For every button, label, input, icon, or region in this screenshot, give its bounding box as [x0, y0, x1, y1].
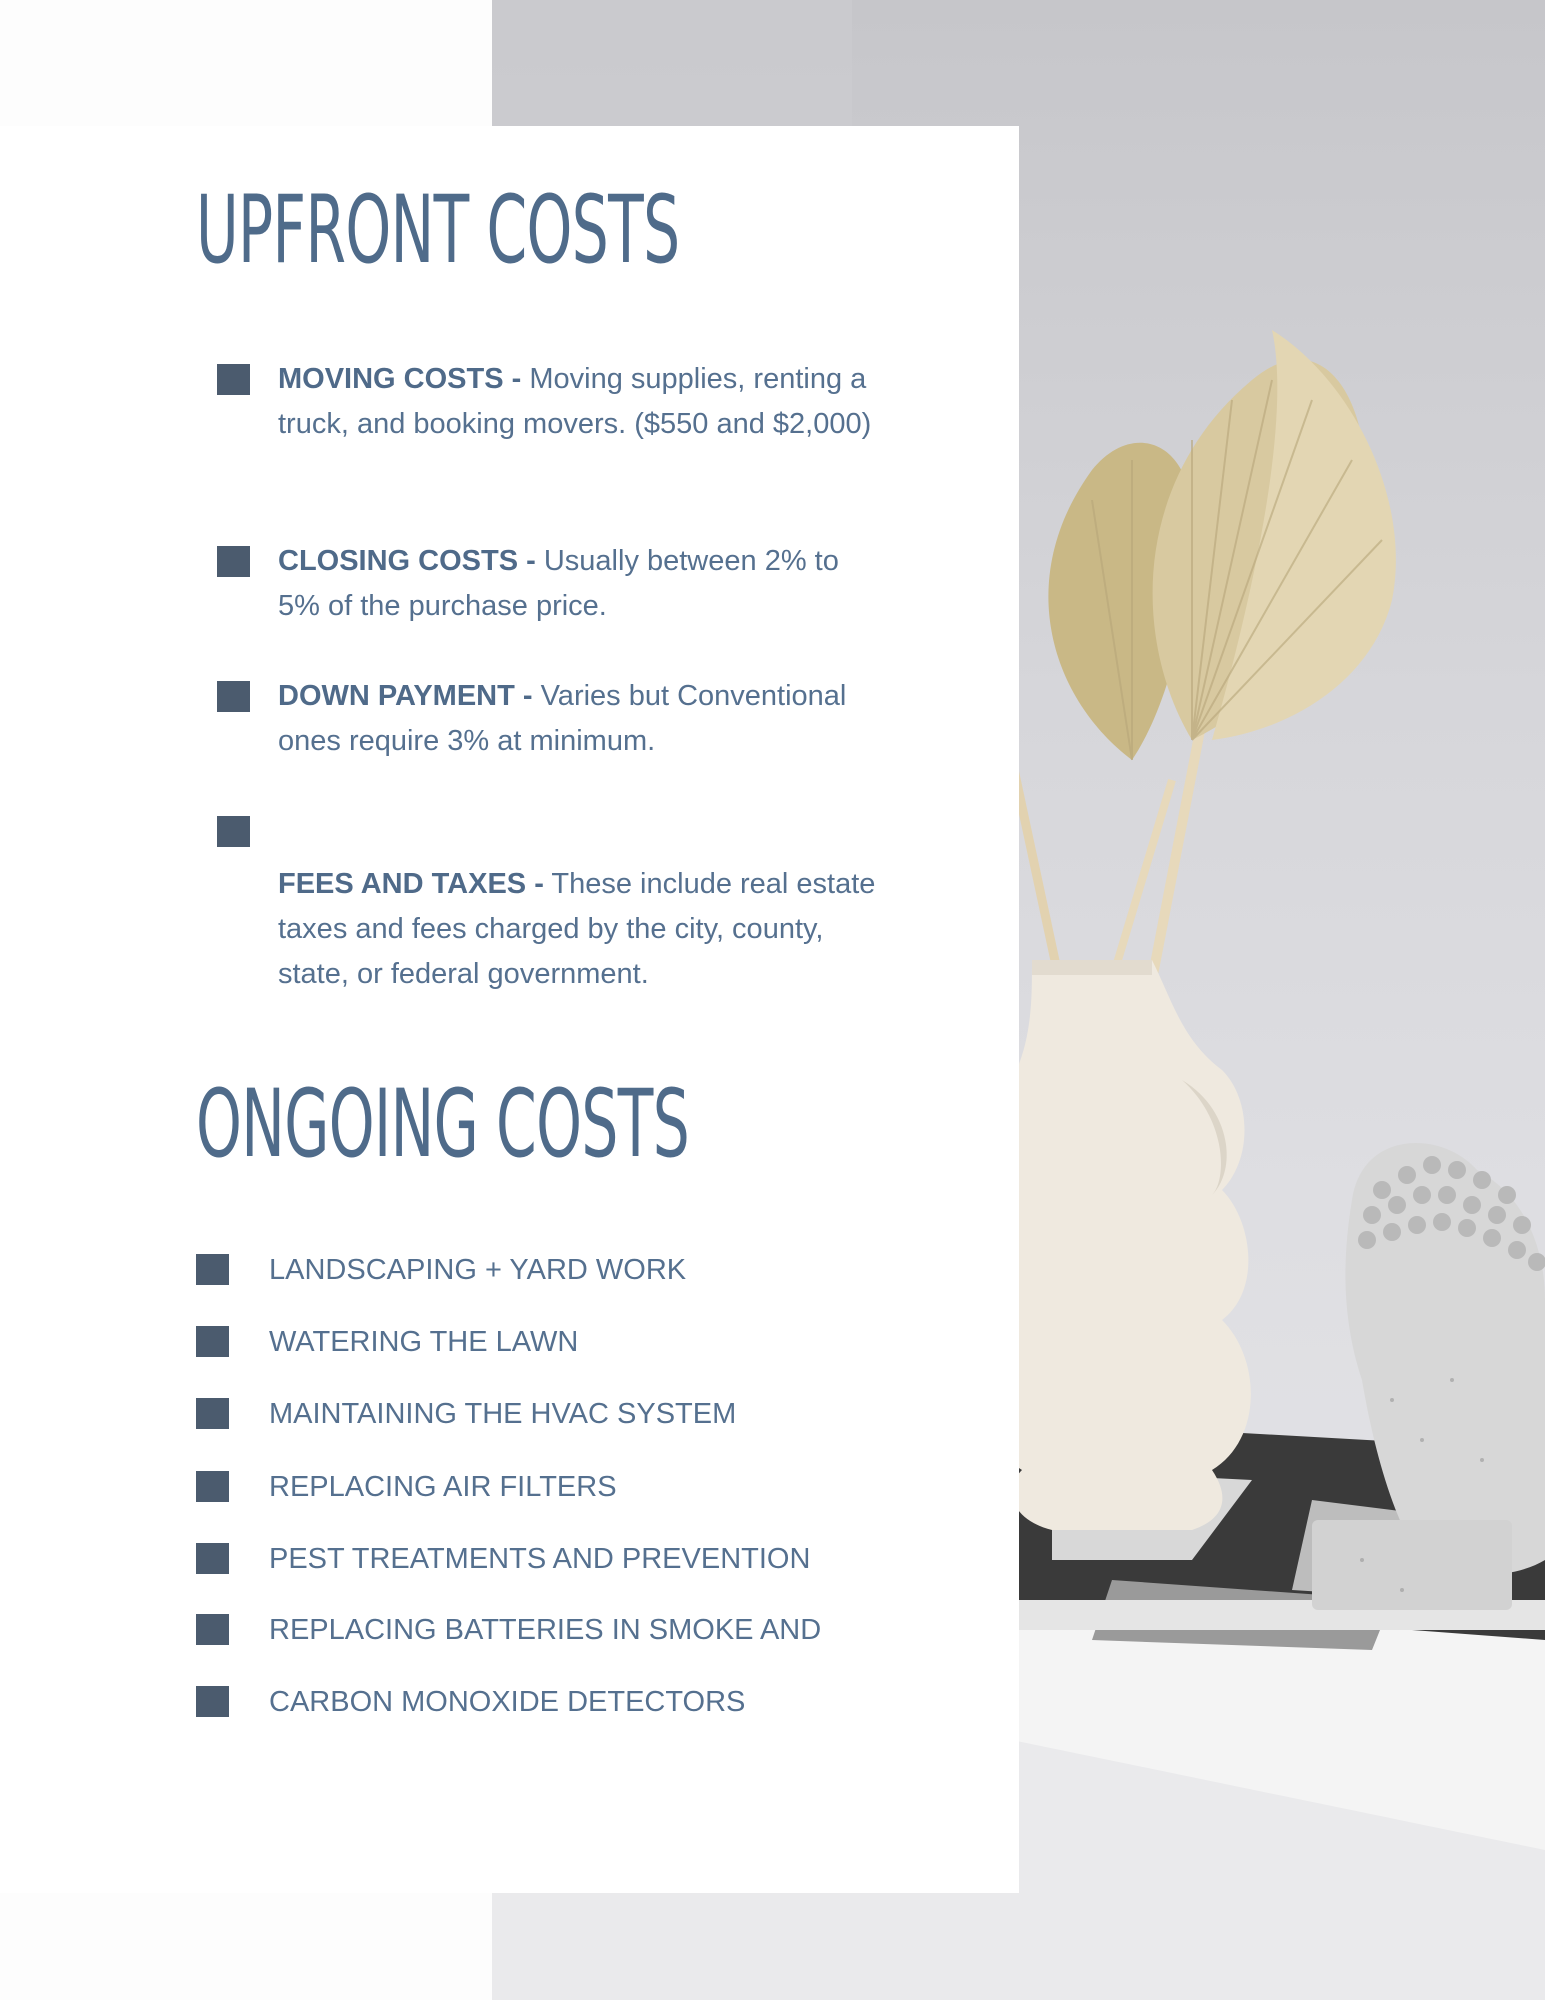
list-item-text: CARBON MONOXIDE DETECTORS	[269, 1686, 746, 1718]
square-bullet-icon	[196, 1471, 229, 1502]
item-label: CLOSING COSTS -	[278, 545, 536, 577]
list-item-text	[278, 862, 878, 997]
square-bullet-icon	[217, 816, 250, 847]
list-item-text: MAINTAINING THE HVAC SYSTEM	[269, 1398, 737, 1430]
list-item-text: WATERING THE LAWN	[269, 1326, 579, 1358]
list-item-text: REPLACING BATTERIES IN SMOKE AND	[269, 1614, 822, 1646]
item-description: Varies but Conventional ones require 3% at minimum.	[278, 680, 847, 757]
ongoing-costs-heading: ONGOING COSTS	[196, 1070, 690, 1179]
item-description: Usually between 2% to 5% of the purchase price.	[278, 545, 839, 622]
upfront-costs-heading: UPFRONT COSTS	[196, 176, 680, 285]
square-bullet-icon	[217, 681, 250, 712]
square-bullet-icon	[196, 1686, 229, 1717]
item-label: DOWN PAYMENT -	[278, 680, 533, 712]
list-item-text: PEST TREATMENTS AND PREVENTION	[269, 1543, 811, 1575]
item-description: These include real estate taxes and fees charged by the city, county, state, or federal government.	[278, 868, 876, 990]
square-bullet-icon	[196, 1254, 229, 1285]
list-item-text	[278, 674, 878, 764]
square-bullet-icon	[196, 1326, 229, 1357]
item-label: MOVING COSTS -	[278, 363, 522, 395]
square-bullet-icon	[196, 1543, 229, 1574]
square-bullet-icon	[217, 364, 250, 395]
item-description: Moving supplies, renting a truck, and booking movers. ($550 and $2,000)	[278, 363, 872, 440]
square-bullet-icon	[196, 1398, 229, 1429]
list-item-text	[278, 357, 878, 447]
list-item-text: REPLACING AIR FILTERS	[269, 1471, 617, 1503]
item-label: FEES AND TAXES -	[278, 868, 544, 900]
square-bullet-icon	[217, 546, 250, 577]
list-item-text	[278, 539, 878, 629]
list-item-text: LANDSCAPING + YARD WORK	[269, 1254, 687, 1286]
square-bullet-icon	[196, 1614, 229, 1645]
